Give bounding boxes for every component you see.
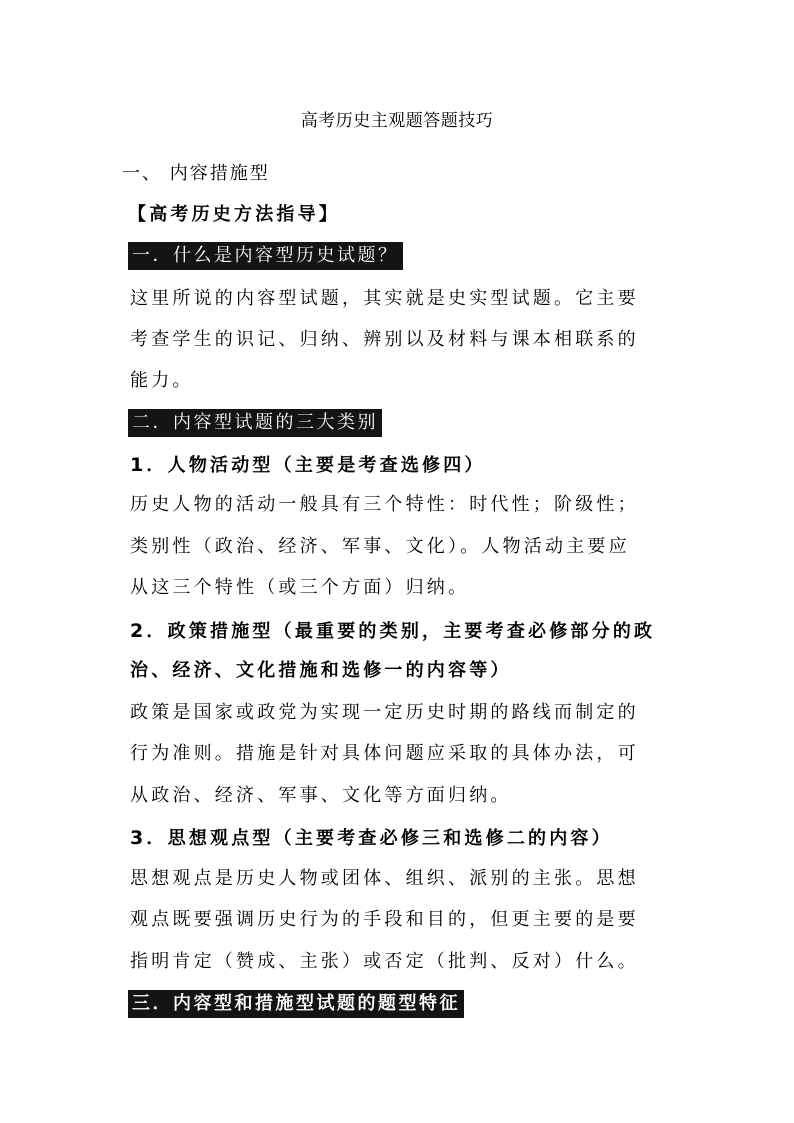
paragraph-4-line-2: 观点既要强调历史行为的手段和目的，但更主要的是要 (130, 909, 639, 930)
paragraph-1-line-3: 能力。 (130, 370, 194, 391)
guide-heading: 【高考历史方法指导】 (128, 204, 340, 225)
paragraph-1-line-2: 考查学生的识记、归纳、辨别以及材料与课本相联系的 (130, 329, 639, 350)
paragraph-3-line-2: 行为准则。措施是针对具体问题应采取的具体办法，可 (130, 743, 639, 764)
highlight-heading-3: 三．内容型和措施型试题的题型特征 (128, 990, 464, 1018)
highlight-heading-2: 二．内容型试题的三大类别 (128, 409, 382, 437)
paragraph-2-line-3: 从这三个特性（或三个方面）归纳。 (130, 577, 470, 598)
category-2-heading-cont: 治、经济、文化措施和选修一的内容等） (130, 660, 512, 681)
category-2-number: 2 (130, 620, 147, 642)
highlight-heading-1: 一．什么是内容型历史试题？ (128, 242, 403, 270)
paragraph-3-line-1: 政策是国家或政党为实现一定历史时期的路线而制定的 (130, 702, 639, 723)
paragraph-4-line-1: 思想观点是历史人物或团体、组织、派别的主张。思想 (130, 868, 639, 889)
category-2-heading (130, 619, 655, 644)
category-1-text: ．人物活动型（主要是考查选修四） (146, 455, 486, 476)
category-3-number: 3 (130, 827, 147, 849)
category-1-number: 1 (130, 454, 147, 476)
document-title: 高考历史主观题答题技巧 (300, 111, 494, 131)
paragraph-4-line-3: 指明肯定（赞成、主张）或否定（批判、反对）什么。 (130, 951, 639, 972)
paragraph-3-line-3: 从政治、经济、军事、文化等方面归纳。 (130, 785, 512, 806)
category-2-text: ．政策措施型（最重要的类别，主要考查必修部分的政 (146, 621, 656, 642)
category-3-heading (130, 826, 613, 851)
category-1-heading (130, 453, 486, 478)
category-3-text: ．思想观点型（主要考查必修三和选修二的内容） (146, 828, 613, 849)
paragraph-2-line-2: 类别性（政治、经济、军事、文化）。人物活动主要应 (130, 536, 630, 557)
section-heading: 一、 内容措施型 (122, 163, 270, 184)
paragraph-1-line-1: 这里所说的内容型试题，其实就是史实型试题。它主要 (130, 288, 639, 309)
paragraph-2-line-1: 历史人物的活动一般具有三个特性：时代性；阶级性； (130, 494, 639, 515)
